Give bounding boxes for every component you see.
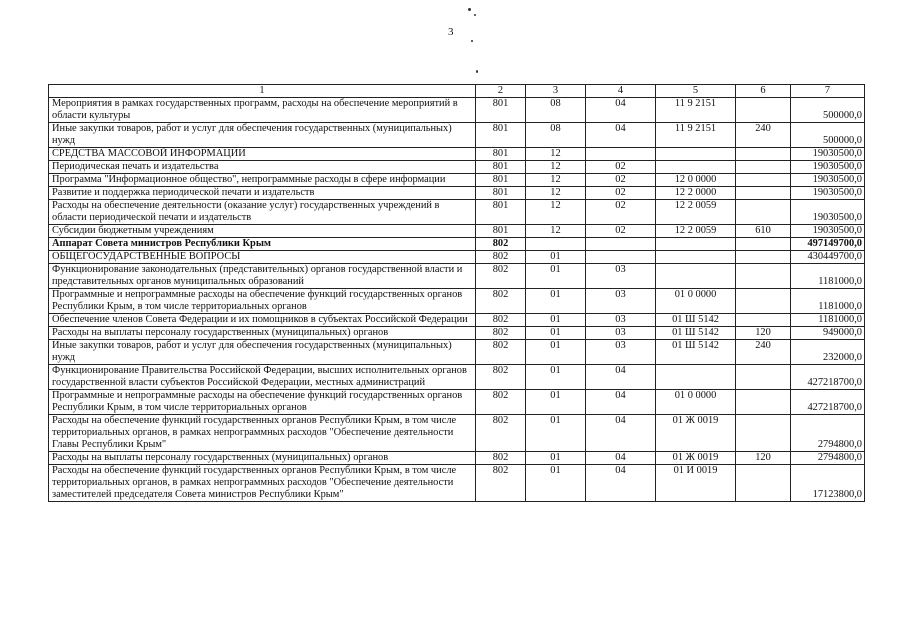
table-row: [49, 264, 865, 289]
row-sum: 1181000,0: [791, 289, 865, 314]
table-row: [49, 148, 865, 161]
row-code-4: 04: [586, 452, 656, 465]
row-code-2: 802: [476, 452, 526, 465]
table-row: [49, 161, 865, 174]
row-sum: 232000,0: [791, 340, 865, 365]
row-code-6: 240: [736, 340, 791, 365]
scan-speck: [471, 40, 473, 42]
row-code-2: 802: [476, 365, 526, 390]
column-header: 1: [49, 85, 476, 98]
row-code-5: 01 0 0000: [656, 289, 736, 314]
table-row: [49, 415, 865, 452]
column-header: 5: [656, 85, 736, 98]
row-code-4: [586, 251, 656, 264]
row-code-6: 120: [736, 452, 791, 465]
page-number: 3: [448, 26, 454, 38]
table-row: [49, 327, 865, 340]
row-code-6: [736, 264, 791, 289]
row-sum: 500000,0: [791, 123, 865, 148]
row-code-6: [736, 251, 791, 264]
row-name: СРЕДСТВА МАССОВОЙ ИНФОРМАЦИИ: [49, 148, 476, 161]
row-code-2: 801: [476, 225, 526, 238]
row-code-2: 801: [476, 98, 526, 123]
row-code-5: 11 9 2151: [656, 123, 736, 148]
row-name: Функционирование законодательных (представительных) органов государственной власти и представительных органов муниципальных образований: [49, 264, 476, 289]
column-header: 6: [736, 85, 791, 98]
row-name: Иные закупки товаров, работ и услуг для обеспечения государственных (муниципальных) нужд: [49, 123, 476, 148]
row-code-3: 08: [526, 123, 586, 148]
row-sum: 19030500,0: [791, 174, 865, 187]
row-code-5: 01 И 0019: [656, 465, 736, 502]
row-code-5: [656, 365, 736, 390]
row-code-2: 802: [476, 465, 526, 502]
row-code-4: 04: [586, 365, 656, 390]
row-code-4: 04: [586, 415, 656, 452]
row-code-4: [586, 238, 656, 251]
row-sum: 1181000,0: [791, 264, 865, 289]
row-code-2: 802: [476, 340, 526, 365]
row-code-5: 12 2 0000: [656, 187, 736, 200]
row-code-6: 610: [736, 225, 791, 238]
row-code-2: 801: [476, 200, 526, 225]
row-name: Обеспечение членов Совета Федерации и их помощников в субъектах Российской Федерации: [49, 314, 476, 327]
row-code-6: [736, 289, 791, 314]
row-code-3: 01: [526, 415, 586, 452]
row-code-5: 01 Ш 5142: [656, 314, 736, 327]
row-name: Расходы на обеспечение деятельности (оказание услуг) государственных учреждений в области периодической печати и издательств: [49, 200, 476, 225]
row-code-6: [736, 314, 791, 327]
row-code-3: 01: [526, 314, 586, 327]
row-code-2: 801: [476, 123, 526, 148]
table-row: [49, 365, 865, 390]
table-row: [49, 452, 865, 465]
row-code-5: 12 2 0059: [656, 200, 736, 225]
row-code-4: 03: [586, 289, 656, 314]
row-code-2: 802: [476, 314, 526, 327]
budget-table: [48, 84, 865, 502]
row-code-3: 12: [526, 187, 586, 200]
row-code-4: 04: [586, 98, 656, 123]
row-code-6: [736, 415, 791, 452]
table-row: [49, 289, 865, 314]
table-row: [49, 98, 865, 123]
row-code-6: [736, 98, 791, 123]
row-code-5: 01 Ж 0019: [656, 415, 736, 452]
row-code-4: 02: [586, 174, 656, 187]
row-name: ОБЩЕГОСУДАРСТВЕННЫЕ ВОПРОСЫ: [49, 251, 476, 264]
row-code-3: 12: [526, 174, 586, 187]
row-name: Расходы на обеспечение функций государственных органов Республики Крым, в том числе территориальных органов, в рамках непрограммных расходов "Обеспечение деятельности Главы Республики Крым": [49, 415, 476, 452]
row-code-2: 802: [476, 390, 526, 415]
row-code-6: [736, 238, 791, 251]
row-sum: 2794800,0: [791, 452, 865, 465]
budget-table-body: [49, 85, 865, 502]
row-code-4: 02: [586, 161, 656, 174]
row-code-6: [736, 365, 791, 390]
row-code-4: 03: [586, 327, 656, 340]
row-sum: 1181000,0: [791, 314, 865, 327]
row-code-3: [526, 238, 586, 251]
table-row: [49, 251, 865, 264]
row-code-3: 01: [526, 465, 586, 502]
row-name: Субсидии бюджетным учреждениям: [49, 225, 476, 238]
row-name: Расходы на обеспечение функций государственных органов Республики Крым, в том числе территориальных органов, в рамках непрограммных расходов "Обеспечение деятельности заместителей председателя Совета министров Республики Крым": [49, 465, 476, 502]
row-name: Развитие и поддержка периодической печати и издательств: [49, 187, 476, 200]
row-code-6: [736, 148, 791, 161]
row-name: Программа "Информационное общество", непрограммные расходы в сфере информации: [49, 174, 476, 187]
table-row: [49, 390, 865, 415]
column-header: 2: [476, 85, 526, 98]
row-code-3: 01: [526, 340, 586, 365]
row-code-2: 802: [476, 238, 526, 251]
row-code-4: 02: [586, 200, 656, 225]
row-sum: 427218700,0: [791, 365, 865, 390]
row-sum: 19030500,0: [791, 161, 865, 174]
row-code-4: 03: [586, 314, 656, 327]
row-code-2: 801: [476, 161, 526, 174]
row-code-5: [656, 161, 736, 174]
row-code-2: 802: [476, 264, 526, 289]
row-code-5: 01 Ш 5142: [656, 327, 736, 340]
table-row: [49, 200, 865, 225]
row-sum: 19030500,0: [791, 200, 865, 225]
row-code-5: [656, 251, 736, 264]
row-name: Расходы на выплаты персоналу государственных (муниципальных) органов: [49, 327, 476, 340]
table-row: [49, 238, 865, 251]
row-code-5: 01 Ж 0019: [656, 452, 736, 465]
row-code-4: 04: [586, 390, 656, 415]
row-code-2: 801: [476, 148, 526, 161]
row-sum: 17123800,0: [791, 465, 865, 502]
scan-speck: [474, 14, 476, 16]
row-sum: 19030500,0: [791, 148, 865, 161]
row-code-5: 12 2 0059: [656, 225, 736, 238]
table-header-row: [49, 85, 865, 98]
row-sum: 430449700,0: [791, 251, 865, 264]
row-code-3: 12: [526, 200, 586, 225]
row-name: Программные и непрограммные расходы на обеспечение функций государственных органов Республики Крым, в том числе территориальных органов: [49, 289, 476, 314]
row-name: Иные закупки товаров, работ и услуг для обеспечения государственных (муниципальных) нужд: [49, 340, 476, 365]
row-code-5: 01 0 0000: [656, 390, 736, 415]
row-sum: 19030500,0: [791, 187, 865, 200]
row-code-4: 03: [586, 264, 656, 289]
row-code-6: 120: [736, 327, 791, 340]
row-code-3: 01: [526, 289, 586, 314]
row-sum: 497149700,0: [791, 238, 865, 251]
row-code-3: 12: [526, 225, 586, 238]
column-header: 7: [791, 85, 865, 98]
row-code-6: [736, 200, 791, 225]
row-code-6: 240: [736, 123, 791, 148]
row-code-5: 11 9 2151: [656, 98, 736, 123]
row-code-3: 12: [526, 148, 586, 161]
row-sum: 949000,0: [791, 327, 865, 340]
row-code-3: 01: [526, 251, 586, 264]
row-code-3: 12: [526, 161, 586, 174]
row-code-2: 801: [476, 174, 526, 187]
column-header: 3: [526, 85, 586, 98]
row-code-5: [656, 238, 736, 251]
row-code-4: 02: [586, 187, 656, 200]
row-code-3: 01: [526, 327, 586, 340]
row-code-2: 801: [476, 187, 526, 200]
row-code-6: [736, 187, 791, 200]
row-sum: 427218700,0: [791, 390, 865, 415]
row-code-6: [736, 161, 791, 174]
row-code-4: 04: [586, 465, 656, 502]
row-code-3: 08: [526, 98, 586, 123]
row-code-5: 12 0 0000: [656, 174, 736, 187]
row-code-4: 03: [586, 340, 656, 365]
row-code-4: [586, 148, 656, 161]
row-name: Программные и непрограммные расходы на обеспечение функций государственных органов Республики Крым, в том числе территориальных органов: [49, 390, 476, 415]
row-code-5: [656, 148, 736, 161]
table-row: [49, 174, 865, 187]
row-name: Периодическая печать и издательства: [49, 161, 476, 174]
row-name: Мероприятия в рамках государственных программ, расходы на обеспечение мероприятий в области культуры: [49, 98, 476, 123]
scan-speck: [468, 8, 471, 11]
row-code-6: [736, 390, 791, 415]
table-row: [49, 314, 865, 327]
row-code-3: 01: [526, 390, 586, 415]
row-code-3: 01: [526, 452, 586, 465]
row-code-4: 04: [586, 123, 656, 148]
row-code-2: 802: [476, 327, 526, 340]
row-code-6: [736, 174, 791, 187]
table-row: [49, 187, 865, 200]
column-header: 4: [586, 85, 656, 98]
row-sum: 2794800,0: [791, 415, 865, 452]
row-sum: 500000,0: [791, 98, 865, 123]
row-code-6: [736, 465, 791, 502]
table-row: [49, 340, 865, 365]
row-code-5: 01 Ш 5142: [656, 340, 736, 365]
table-row: [49, 225, 865, 238]
row-code-3: 01: [526, 264, 586, 289]
row-name: Аппарат Совета министров Республики Крым: [49, 238, 476, 251]
scan-speck: [476, 70, 478, 73]
row-sum: 19030500,0: [791, 225, 865, 238]
row-name: Функционирование Правительства Российской Федерации, высших исполнительных органов государственной власти субъектов Российской Федерации, местных администраций: [49, 365, 476, 390]
row-name: Расходы на выплаты персоналу государственных (муниципальных) органов: [49, 452, 476, 465]
row-code-2: 802: [476, 251, 526, 264]
row-code-3: 01: [526, 365, 586, 390]
table-row: [49, 465, 865, 502]
table-row: [49, 123, 865, 148]
row-code-5: [656, 264, 736, 289]
row-code-4: 02: [586, 225, 656, 238]
row-code-2: 802: [476, 415, 526, 452]
row-code-2: 802: [476, 289, 526, 314]
